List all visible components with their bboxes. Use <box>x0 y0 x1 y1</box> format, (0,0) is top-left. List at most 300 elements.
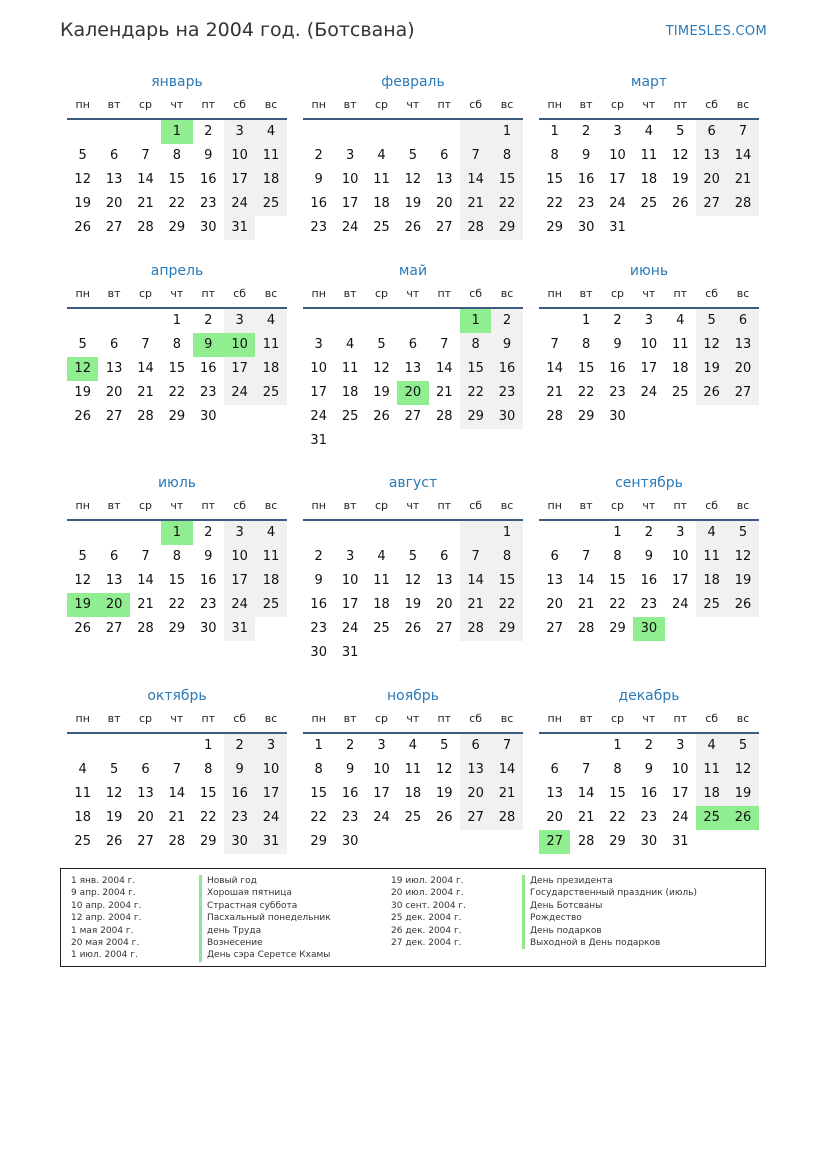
weekend-day-cell: 11 <box>255 144 286 168</box>
day-cell: 10 <box>609 148 626 163</box>
legend-holiday: День президента <box>522 875 697 887</box>
day-cell: 4 <box>676 313 685 328</box>
holiday-day-cell: 26 <box>727 806 758 830</box>
month-block <box>303 72 523 240</box>
day-cell: 29 <box>168 621 186 636</box>
empty-cell <box>696 830 727 854</box>
day-cell: 20 <box>546 597 563 612</box>
site-link[interactable]: TIMESLES.COM <box>665 24 767 39</box>
weekend-day-cell: 16 <box>491 357 522 381</box>
day-cell: 30 <box>310 645 327 660</box>
weekend-day-cell: 19 <box>727 782 758 806</box>
day-cell: 27 <box>435 220 453 235</box>
legend-holiday: Рождество <box>522 912 697 924</box>
day-cell: 20 <box>546 810 563 825</box>
weekend-day-cell: 7 <box>460 545 491 569</box>
empty-cell <box>98 120 129 144</box>
day-cell: 26 <box>435 810 453 825</box>
day-cell: 7 <box>141 337 150 352</box>
day-cell: 15 <box>577 361 595 376</box>
day-grid <box>303 521 523 665</box>
weekend-day-cell: 15 <box>460 357 491 381</box>
day-cell: 14 <box>577 573 595 588</box>
day-cell: 23 <box>199 385 217 400</box>
day-cell: 6 <box>109 148 119 163</box>
day-cell: 6 <box>109 337 119 352</box>
day-cell: 11 <box>671 337 689 352</box>
day-cell: 15 <box>310 786 327 801</box>
weekend-day-cell: 29 <box>491 617 522 641</box>
day-cell: 8 <box>172 549 181 564</box>
day-cell: 12 <box>373 361 390 376</box>
weekend-day-cell: 7 <box>727 120 758 144</box>
holiday-day-cell: 19 <box>67 593 98 617</box>
legend-names-right <box>522 875 697 949</box>
day-cell: 15 <box>199 786 217 801</box>
empty-cell <box>334 521 365 545</box>
day-cell: 4 <box>377 148 386 163</box>
legend-holiday: Государственный праздник (июль) <box>522 887 697 899</box>
day-cell: 24 <box>373 810 390 825</box>
day-cell: 5 <box>109 762 119 777</box>
day-cell: 3 <box>377 738 386 753</box>
day-cell: 27 <box>105 409 123 424</box>
day-cell: 12 <box>74 573 91 588</box>
day-cell: 11 <box>373 172 390 187</box>
day-cell: 7 <box>141 148 150 163</box>
weekend-day-cell: 1 <box>491 521 522 545</box>
weekday-label: чт <box>170 98 184 111</box>
day-cell: 26 <box>105 834 123 849</box>
month-block <box>539 72 759 240</box>
day-cell: 5 <box>78 549 87 564</box>
day-cell: 8 <box>613 762 622 777</box>
day-cell: 5 <box>377 337 386 352</box>
day-cell: 23 <box>609 385 626 400</box>
weekday-label: вт <box>579 499 593 512</box>
weekday-header <box>539 497 759 521</box>
weekend-day-cell: 24 <box>224 593 255 617</box>
weekend-day-cell: 9 <box>224 758 255 782</box>
legend-holiday: Вознесение <box>199 937 331 949</box>
weekday-label: чт <box>170 287 184 300</box>
weekend-day-cell: 13 <box>696 144 727 168</box>
weekday-label: пн <box>311 712 326 725</box>
day-cell: 20 <box>435 597 453 612</box>
weekday-header <box>303 285 523 309</box>
weekday-label: вс <box>500 712 514 725</box>
day-cell: 16 <box>577 172 595 187</box>
weekday-label: пн <box>75 287 90 300</box>
day-cell: 8 <box>172 337 181 352</box>
day-cell: 13 <box>435 172 453 187</box>
weekend-day-cell: 17 <box>224 357 255 381</box>
holiday-day-cell: 30 <box>633 617 664 641</box>
weekend-day-cell: 14 <box>460 569 491 593</box>
weekday-label: вт <box>107 98 121 111</box>
month-block <box>303 473 523 665</box>
weekend-day-cell: 24 <box>224 192 255 216</box>
day-cell: 22 <box>168 196 186 211</box>
empty-cell <box>334 120 365 144</box>
weekday-label: пн <box>75 712 90 725</box>
day-cell: 8 <box>581 337 591 352</box>
day-cell: 30 <box>609 409 626 424</box>
day-cell: 27 <box>105 220 123 235</box>
day-cell: 6 <box>109 549 119 564</box>
weekend-day-cell: 25 <box>255 381 286 405</box>
weekday-label: вс <box>736 98 750 111</box>
legend-dates-right <box>391 875 466 949</box>
empty-cell <box>491 429 522 453</box>
day-cell: 1 <box>613 738 622 753</box>
day-cell: 17 <box>671 573 689 588</box>
day-cell: 3 <box>345 148 355 163</box>
empty-cell <box>366 521 397 545</box>
weekday-label: чт <box>406 287 420 300</box>
weekend-day-cell: 15 <box>491 168 522 192</box>
weekend-day-cell: 13 <box>727 333 758 357</box>
empty-cell <box>366 429 397 453</box>
day-cell: 22 <box>609 597 626 612</box>
weekday-label: вс <box>264 712 278 725</box>
day-cell: 13 <box>404 361 422 376</box>
weekday-header <box>539 285 759 309</box>
weekend-day-cell: 8 <box>460 333 491 357</box>
weekend-day-cell: 8 <box>491 545 522 569</box>
day-cell: 22 <box>609 810 626 825</box>
day-cell: 28 <box>137 409 154 424</box>
weekend-day-cell: 21 <box>491 782 522 806</box>
day-cell: 13 <box>105 172 123 187</box>
day-cell: 11 <box>404 762 422 777</box>
weekend-day-cell: 28 <box>727 192 758 216</box>
day-cell: 21 <box>137 597 154 612</box>
weekday-label: сб <box>233 712 247 725</box>
day-grid <box>539 734 759 854</box>
day-cell: 10 <box>341 573 359 588</box>
empty-cell <box>491 641 522 665</box>
day-cell: 19 <box>671 172 689 187</box>
day-cell: 3 <box>676 738 685 753</box>
weekday-label: пн <box>547 712 562 725</box>
empty-cell <box>98 734 129 758</box>
day-cell: 27 <box>105 621 123 636</box>
day-cell: 6 <box>550 762 559 777</box>
day-cell: 19 <box>404 196 422 211</box>
day-cell: 29 <box>168 409 186 424</box>
weekday-label: пт <box>201 712 216 725</box>
weekend-day-cell: 6 <box>727 309 758 333</box>
day-cell: 31 <box>671 834 689 849</box>
day-cell: 16 <box>640 573 658 588</box>
month-block <box>67 686 287 854</box>
day-cell: 4 <box>644 124 653 139</box>
weekend-day-cell: 27 <box>460 806 491 830</box>
weekday-label: пт <box>673 98 688 111</box>
day-cell: 17 <box>640 361 658 376</box>
legend-holiday: День сэра Серетсе Кхамы <box>199 949 331 961</box>
weekend-day-cell: 22 <box>491 192 522 216</box>
legend-date: 12 апр. 2004 г. <box>71 913 142 924</box>
empty-cell <box>397 309 428 333</box>
weekday-label: чт <box>642 499 656 512</box>
day-cell: 17 <box>341 196 359 211</box>
empty-cell <box>460 641 491 665</box>
day-cell: 30 <box>199 220 217 235</box>
day-cell: 14 <box>168 786 186 801</box>
weekday-label: вт <box>107 287 121 300</box>
day-cell: 18 <box>404 786 422 801</box>
weekend-day-cell: 18 <box>255 569 286 593</box>
legend-holiday: день Труда <box>199 925 331 937</box>
holiday-day-cell: 12 <box>67 357 98 381</box>
weekday-label: чт <box>170 712 184 725</box>
day-cell: 11 <box>373 573 390 588</box>
holiday-day-cell: 1 <box>161 521 192 545</box>
day-cell: 8 <box>204 762 213 777</box>
weekend-day-cell: 4 <box>255 309 286 333</box>
weekday-label: пн <box>547 499 562 512</box>
weekend-day-cell: 6 <box>696 120 727 144</box>
weekday-label: пт <box>673 499 688 512</box>
day-cell: 25 <box>373 621 390 636</box>
weekday-label: пт <box>201 499 216 512</box>
weekend-day-cell: 15 <box>491 569 522 593</box>
day-cell: 9 <box>613 337 622 352</box>
weekday-label: сб <box>469 98 483 111</box>
empty-cell <box>67 309 98 333</box>
empty-cell <box>334 309 365 333</box>
weekend-day-cell: 9 <box>491 333 522 357</box>
empty-cell <box>397 521 428 545</box>
weekend-day-cell: 23 <box>224 806 255 830</box>
empty-cell <box>727 617 758 641</box>
day-cell: 2 <box>345 738 355 753</box>
weekday-label: вс <box>500 98 514 111</box>
day-cell: 22 <box>310 810 327 825</box>
day-cell: 28 <box>435 409 453 424</box>
weekday-label: вт <box>343 98 357 111</box>
day-cell: 7 <box>141 549 150 564</box>
weekday-header <box>303 96 523 120</box>
weekend-day-cell: 23 <box>491 381 522 405</box>
day-cell: 23 <box>199 196 217 211</box>
day-cell: 17 <box>609 172 626 187</box>
day-cell: 23 <box>310 621 327 636</box>
day-cell: 16 <box>310 597 327 612</box>
empty-cell <box>303 521 334 545</box>
day-cell: 12 <box>404 573 422 588</box>
empty-cell <box>130 309 161 333</box>
holiday-day-cell: 10 <box>224 333 255 357</box>
weekend-day-cell: 4 <box>696 734 727 758</box>
day-cell: 24 <box>671 597 689 612</box>
day-cell: 30 <box>577 220 595 235</box>
weekday-header <box>67 710 287 734</box>
holiday-day-cell: 1 <box>161 120 192 144</box>
month-block <box>67 473 287 641</box>
day-cell: 16 <box>199 573 217 588</box>
day-cell: 9 <box>204 148 213 163</box>
month-block <box>303 686 523 854</box>
weekday-header <box>539 96 759 120</box>
day-cell: 4 <box>408 738 417 753</box>
weekday-label: вс <box>736 499 750 512</box>
empty-cell <box>539 734 570 758</box>
day-cell: 26 <box>74 409 91 424</box>
empty-cell <box>130 120 161 144</box>
empty-cell <box>161 734 192 758</box>
weekend-day-cell: 20 <box>727 357 758 381</box>
day-cell: 16 <box>199 172 217 187</box>
month-name: январь <box>151 74 203 90</box>
weekday-header <box>67 497 287 521</box>
empty-cell <box>539 521 570 545</box>
day-cell: 25 <box>74 834 91 849</box>
weekend-day-cell: 24 <box>224 381 255 405</box>
empty-cell <box>460 830 491 854</box>
month-name: сентябрь <box>615 475 683 491</box>
weekday-label: сб <box>233 287 247 300</box>
weekday-header <box>67 96 287 120</box>
weekend-day-cell: 5 <box>727 734 758 758</box>
day-grid <box>303 734 523 854</box>
weekend-day-cell: 28 <box>460 617 491 641</box>
weekday-label: ср <box>374 287 388 300</box>
day-cell: 28 <box>168 834 186 849</box>
day-cell: 3 <box>345 549 355 564</box>
weekend-day-cell: 6 <box>460 734 491 758</box>
day-cell: 23 <box>640 810 658 825</box>
weekend-day-cell: 26 <box>696 381 727 405</box>
legend-holiday: День подарков <box>522 925 697 937</box>
weekday-label: чт <box>642 287 656 300</box>
weekday-label: сб <box>233 499 247 512</box>
day-cell: 27 <box>546 621 563 636</box>
day-cell: 7 <box>172 762 181 777</box>
weekday-label: ср <box>374 98 388 111</box>
weekend-day-cell: 3 <box>255 734 286 758</box>
day-cell: 15 <box>168 172 186 187</box>
weekend-day-cell: 13 <box>460 758 491 782</box>
day-cell: 13 <box>546 573 563 588</box>
day-cell: 2 <box>644 738 653 753</box>
weekend-day-cell: 14 <box>727 144 758 168</box>
holiday-day-cell: 25 <box>696 806 727 830</box>
empty-cell <box>366 641 397 665</box>
day-cell: 9 <box>644 549 653 564</box>
day-cell: 28 <box>137 220 154 235</box>
day-cell: 5 <box>676 124 685 139</box>
day-cell: 7 <box>440 337 449 352</box>
weekday-label: вт <box>343 499 357 512</box>
day-cell: 23 <box>640 597 658 612</box>
legend-names-left <box>199 875 331 962</box>
day-cell: 30 <box>640 834 658 849</box>
empty-cell <box>491 830 522 854</box>
day-cell: 13 <box>105 573 123 588</box>
weekday-label: пт <box>437 287 452 300</box>
month-name: декабрь <box>618 688 680 704</box>
weekend-day-cell: 25 <box>255 593 286 617</box>
weekday-label: чт <box>642 712 656 725</box>
day-cell: 9 <box>581 148 591 163</box>
day-cell: 25 <box>640 196 658 211</box>
day-cell: 5 <box>408 549 417 564</box>
empty-cell <box>255 405 286 429</box>
weekday-label: ср <box>138 98 152 111</box>
day-cell: 19 <box>373 385 390 400</box>
day-cell: 22 <box>546 196 563 211</box>
weekday-label: чт <box>406 499 420 512</box>
empty-cell <box>429 641 460 665</box>
day-cell: 27 <box>404 409 422 424</box>
month-name: ноябрь <box>387 688 439 704</box>
weekday-label: пн <box>75 98 90 111</box>
empty-cell <box>67 734 98 758</box>
legend-date: 25 дек. 2004 г. <box>391 913 462 924</box>
day-cell: 3 <box>644 313 653 328</box>
day-cell: 21 <box>577 597 595 612</box>
empty-cell <box>696 617 727 641</box>
day-cell: 18 <box>341 385 359 400</box>
day-cell: 10 <box>671 762 689 777</box>
weekend-day-cell: 18 <box>255 168 286 192</box>
empty-cell <box>366 309 397 333</box>
weekend-day-cell: 21 <box>727 168 758 192</box>
weekday-label: вс <box>500 499 514 512</box>
day-cell: 22 <box>577 385 595 400</box>
empty-cell <box>429 120 460 144</box>
weekend-day-cell: 5 <box>727 521 758 545</box>
holiday-day-cell: 20 <box>98 593 129 617</box>
weekend-day-cell: 18 <box>696 569 727 593</box>
legend-date: 1 июл. 2004 г. <box>71 950 138 961</box>
weekday-label: ср <box>374 712 388 725</box>
day-cell: 29 <box>577 409 595 424</box>
empty-cell <box>429 521 460 545</box>
weekend-day-cell: 14 <box>491 758 522 782</box>
empty-cell <box>98 521 129 545</box>
weekend-day-cell: 3 <box>224 309 255 333</box>
weekend-day-cell: 31 <box>224 617 255 641</box>
day-cell: 31 <box>310 433 327 448</box>
weekend-day-cell: 16 <box>224 782 255 806</box>
legend-holiday: Новый год <box>199 875 331 887</box>
day-cell: 21 <box>137 385 154 400</box>
day-cell: 5 <box>78 148 87 163</box>
day-cell: 24 <box>640 385 658 400</box>
day-cell: 23 <box>577 196 595 211</box>
month-block <box>303 261 523 453</box>
weekday-label: сб <box>469 499 483 512</box>
weekday-label: пт <box>673 712 688 725</box>
day-cell: 9 <box>644 762 653 777</box>
legend-date: 9 апр. 2004 г. <box>71 888 136 899</box>
weekday-label: пн <box>311 499 326 512</box>
weekend-day-cell: 22 <box>491 593 522 617</box>
empty-cell <box>397 641 428 665</box>
weekday-label: вс <box>264 499 278 512</box>
weekend-day-cell: 26 <box>727 593 758 617</box>
weekend-day-cell: 19 <box>696 357 727 381</box>
weekday-label: чт <box>406 98 420 111</box>
day-cell: 2 <box>314 549 323 564</box>
legend-date: 10 апр. 2004 г. <box>71 900 142 911</box>
month-name: апрель <box>150 263 204 279</box>
empty-cell <box>665 617 696 641</box>
